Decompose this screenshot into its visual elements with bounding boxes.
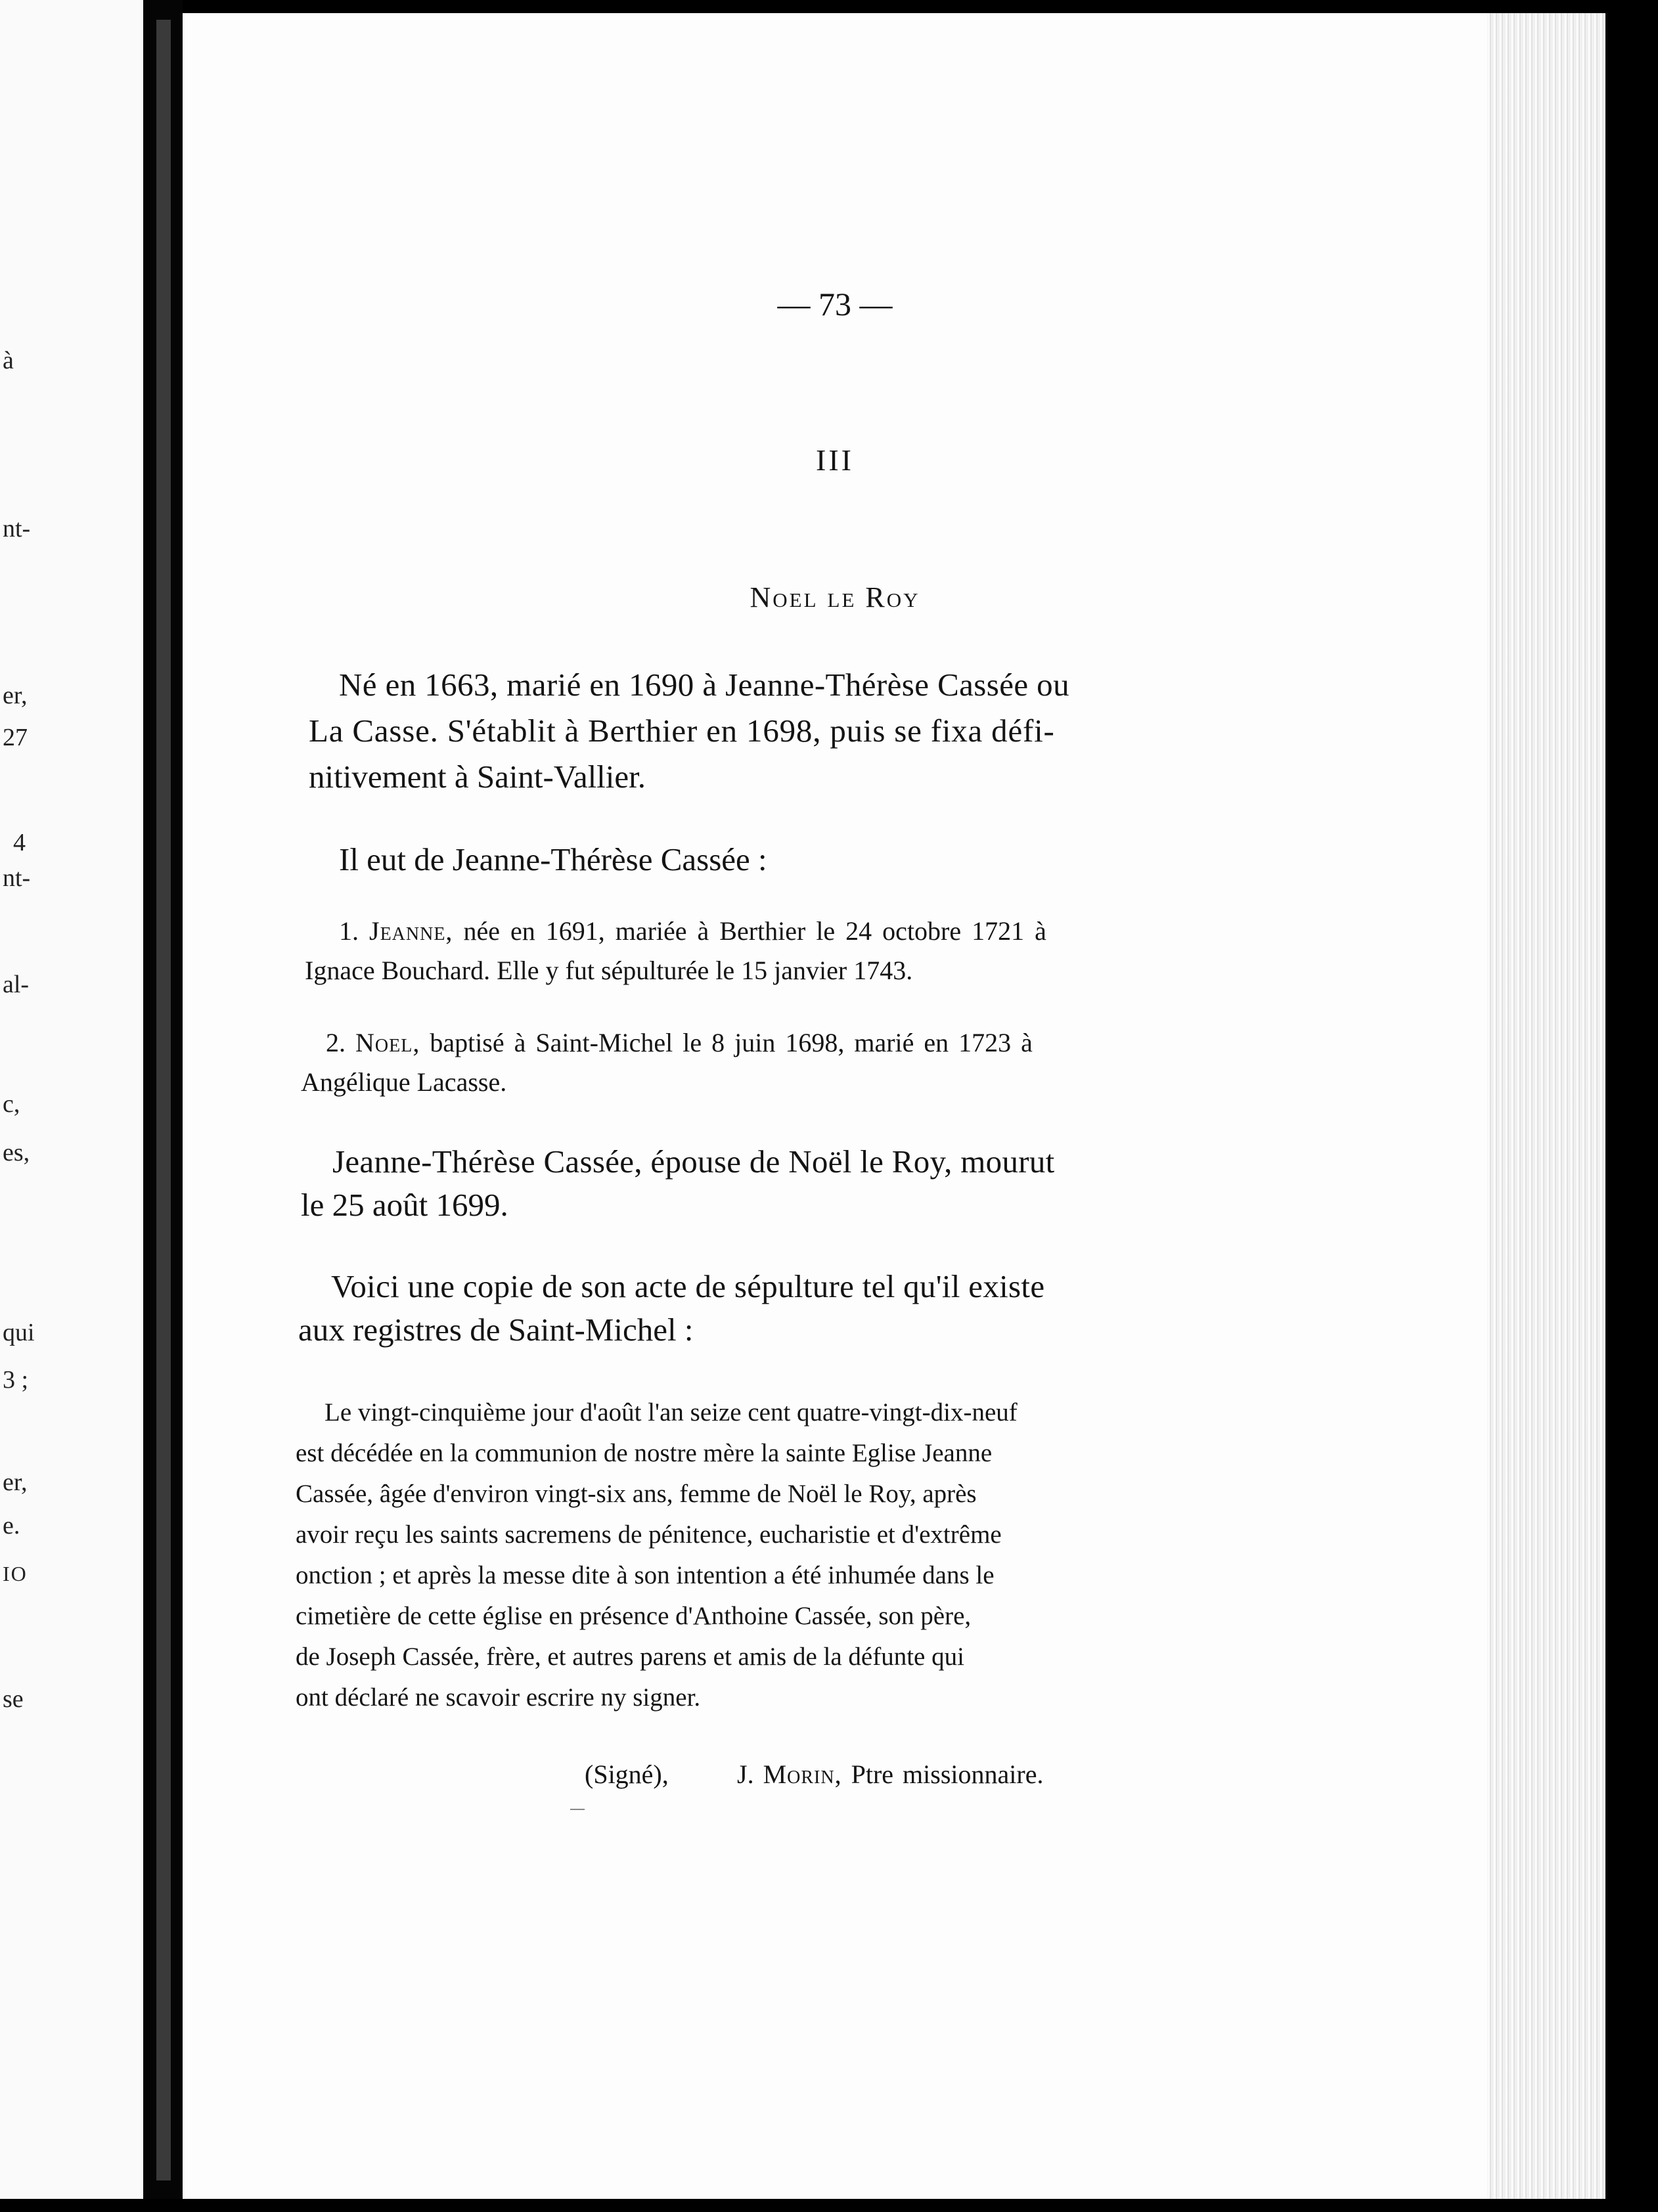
paragraph-line: aux registres de Saint-Michel : xyxy=(298,1312,694,1348)
signature xyxy=(737,1759,1043,1790)
paragraph-line: Jeanne-Thérèse Cassée, épouse de Noël le Roy, mourut xyxy=(332,1143,1055,1180)
left-fragment: à xyxy=(3,347,14,374)
quote-line: Cassée, âgée d'environ vingt-six ans, femme de Noël le Roy, après xyxy=(296,1480,977,1508)
left-fragment: al- xyxy=(3,971,30,998)
book-page xyxy=(183,13,1487,2199)
paragraph-line: Né en 1663, marié en 1690 à Jeanne-Thérèse Cassée ou xyxy=(339,667,1069,703)
left-page-fragment xyxy=(0,0,143,2212)
signature-title: Ptre missionnaire. xyxy=(851,1759,1044,1789)
quote-line: onction ; et après la messe dite à son intention a été inhumée dans le xyxy=(296,1561,995,1589)
left-fragment: e. xyxy=(3,1512,20,1539)
section-heading: Noel le Roy xyxy=(750,581,920,613)
left-fragment: se xyxy=(3,1685,24,1713)
left-fragment: qui xyxy=(3,1319,35,1346)
paragraph-line: le 25 août 1699. xyxy=(301,1187,508,1223)
left-fragment: er, xyxy=(3,682,28,709)
signature-name: Morin, xyxy=(763,1759,842,1789)
quote-line: avoir reçu les saints sacremens de pénitence, eucharistie et d'extrême xyxy=(296,1520,1002,1549)
signature-initial: J. xyxy=(737,1759,754,1789)
left-fragment: 3 ; xyxy=(3,1366,29,1394)
scan-border-right xyxy=(1605,0,1658,2212)
left-fragment: nt- xyxy=(3,515,31,542)
list-item-text: baptisé à Saint-Michel le 8 juin 1698, marié en 1723 à xyxy=(430,1028,1033,1057)
paragraph-line: La Casse. S'établit à Berthier en 1698, puis se fixa défi- xyxy=(309,713,1055,749)
quote-line: cimetière de cette église en présence d'Anthoine Cassée, son père, xyxy=(296,1602,972,1630)
quote-line: est décédée en la communion de nostre mère la sainte Eglise Jeanne xyxy=(296,1439,993,1467)
paragraph-line: Voici une copie de son acte de sépulture tel qu'il existe xyxy=(331,1268,1045,1304)
list-item-1 xyxy=(339,916,1046,946)
list-item-name: Jeanne, xyxy=(369,916,453,946)
section-numeral: III xyxy=(816,443,854,477)
left-fragment: es, xyxy=(3,1139,30,1166)
quote-line: ont déclaré ne scavoir escrire ny signer. xyxy=(296,1683,701,1712)
left-fragment: IO xyxy=(3,1562,28,1585)
left-fragment: nt- xyxy=(3,864,31,892)
list-item-number: 1. xyxy=(339,916,359,946)
signature-label: (Signé), xyxy=(585,1759,669,1789)
gutter-shadow xyxy=(156,20,171,2180)
list-item-2 xyxy=(326,1027,1033,1058)
paragraph-line: nitivement à Saint-Vallier. xyxy=(309,759,646,795)
page-number: — 73 — xyxy=(777,286,893,322)
quote-line: de Joseph Cassée, frère, et autres parens et amis de la défunte qui xyxy=(296,1643,964,1671)
left-fragment: 4 xyxy=(13,829,26,856)
left-fragment: er, xyxy=(3,1469,28,1496)
short-rule xyxy=(570,1809,585,1810)
paragraph-line: Il eut de Jeanne-Thérèse Cassée : xyxy=(339,841,767,877)
quote-line: Le vingt-cinquième jour d'août l'an seize cent quatre-vingt-dix-neuf xyxy=(325,1398,1018,1427)
scan-border-top xyxy=(0,0,1658,14)
list-item-line: Ignace Bouchard. Elle y fut sépulturée le 15 janvier 1743. xyxy=(305,956,913,985)
list-item-text: née en 1691, mariée à Berthier le 24 octobre 1721 à xyxy=(463,916,1046,946)
left-fragment: c, xyxy=(3,1090,20,1118)
scan-border-bottom xyxy=(0,2199,1658,2212)
list-item-name: Noel, xyxy=(355,1028,420,1057)
list-item-line: Angélique Lacasse. xyxy=(301,1067,507,1097)
list-item-number: 2. xyxy=(326,1028,346,1057)
left-fragment: 27 xyxy=(3,724,28,751)
page-edge-stack xyxy=(1487,13,1605,2199)
